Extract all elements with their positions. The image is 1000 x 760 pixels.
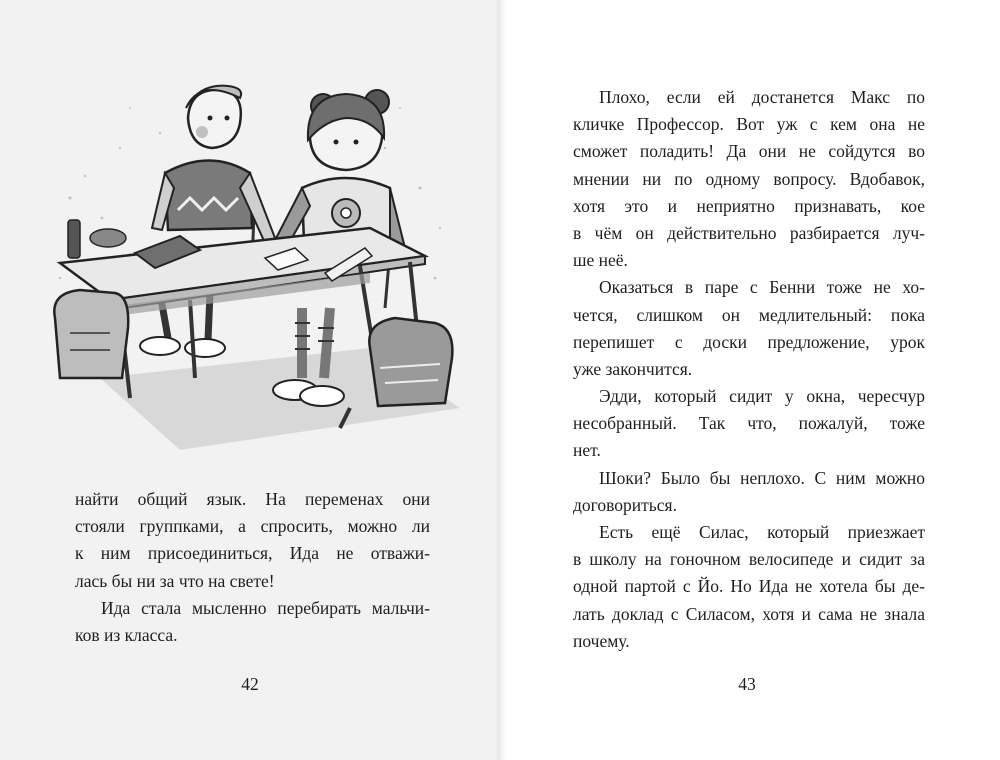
text-line: в чём он действительно разбирается луч- <box>573 222 925 243</box>
right-page-text <box>573 84 925 655</box>
text-line: Плохо, если ей достанется Макс по <box>599 87 925 107</box>
text-line: хотя это и неприятно признавать, кое <box>573 195 925 216</box>
right-page <box>500 0 1000 760</box>
page-number: 43 <box>738 674 756 694</box>
text-line: в школу на гоночном велосипеде и сидит за <box>573 549 925 570</box>
text-line: Оказаться в паре с Бенни тоже не хо- <box>599 277 925 298</box>
text-line: лась бы ни за что на свете! <box>75 570 275 591</box>
text-line: кличке Профессор. Вот уж с кем она не <box>573 114 925 135</box>
left-page-text <box>75 486 430 649</box>
text-line: перепишет с доски предложение, урок <box>573 331 925 352</box>
page-number: 42 <box>241 674 259 694</box>
backpack-left <box>54 290 128 378</box>
text-line: нет. <box>573 440 601 461</box>
text-line: чется, слишком он медлительный: пока <box>573 304 925 325</box>
text-line: уже закончится. <box>573 358 693 379</box>
text-line: Есть ещё Силас, который приезжает <box>599 522 925 542</box>
text-line: найти общий язык. На переменах они <box>75 489 430 509</box>
text-line: ков из класса. <box>75 624 178 645</box>
text-line: почему. <box>573 630 630 651</box>
text-line: ше неё. <box>573 250 628 271</box>
text-line: Шоки? Было бы неплохо. С ним можно <box>599 467 925 488</box>
text-line: мнении ни по одному вопросу. Вдобавок, <box>573 168 925 189</box>
text-line: Ида стала мысленно перебирать мальчи- <box>101 597 430 618</box>
text-line: стояли группками, а спросить, можно ли <box>75 516 430 537</box>
text-line: Эдди, который сидит у окна, чересчур <box>599 386 925 407</box>
text-line: к ним присоединиться, Ида не отважи- <box>75 543 430 564</box>
text-line: лать доклад с Силасом, хотя и сама не знала <box>573 603 925 624</box>
book-gutter <box>495 0 507 760</box>
two-children-at-school-desk-illustration <box>40 78 470 458</box>
text-line: одной партой с Йо. Но Ида не хотела бы де- <box>573 576 925 597</box>
text-line: несобранный. Так что, пожалуй, тоже <box>573 413 925 434</box>
text-line: договориться. <box>573 494 677 515</box>
boy-figure <box>140 86 275 357</box>
text-line: сможет поладить! Да они не сойдутся во <box>573 141 925 162</box>
